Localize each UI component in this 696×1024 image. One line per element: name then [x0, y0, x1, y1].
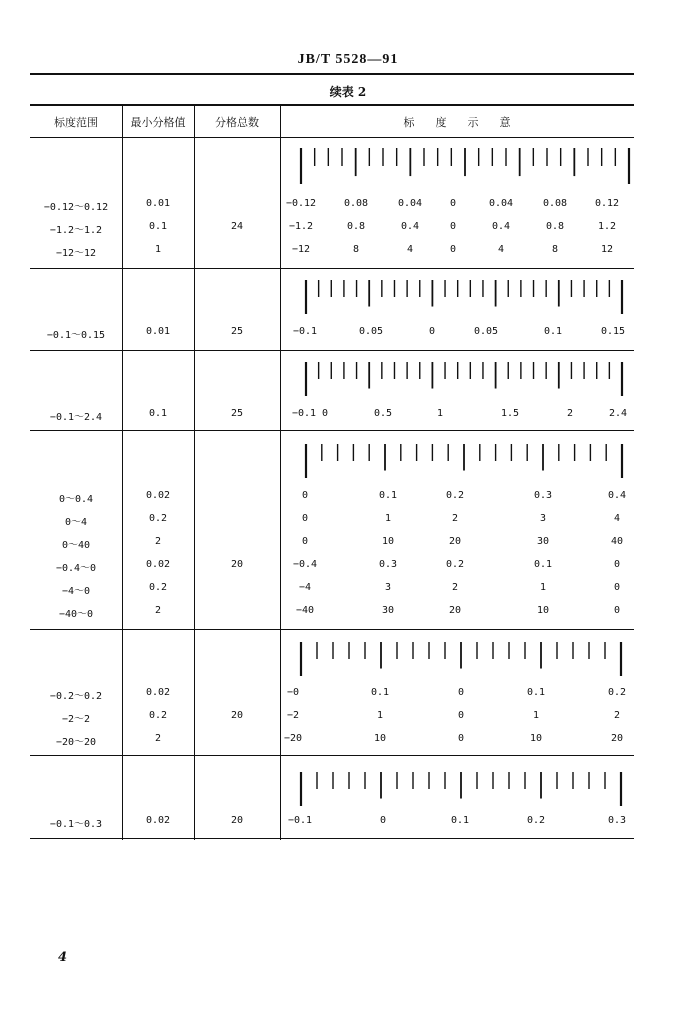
group-rule-4 — [30, 629, 634, 630]
scale-label: 0.3 — [607, 815, 627, 826]
scale-label: 0.04 — [488, 198, 514, 209]
table-bottom-rule — [30, 838, 634, 839]
scale-label: 0 — [449, 244, 457, 255]
column-header-range: 标度范围 — [54, 116, 98, 129]
scale-label: 0 — [301, 490, 309, 501]
scale-label: 0.3 — [378, 559, 398, 570]
col-sep-2 — [194, 104, 195, 840]
scale-label: 2 — [451, 582, 459, 593]
scale-label: 0.1 — [533, 559, 553, 570]
scale-label: 0 — [301, 513, 309, 524]
scale-label: 1.5 — [500, 408, 520, 419]
scale-diagram — [305, 442, 623, 476]
scale-label: 0.2 — [445, 559, 465, 570]
scale-label: 0.5 — [373, 408, 393, 419]
group-rule-2 — [30, 350, 634, 351]
column-header-total-divisions: 分格总数 — [215, 116, 259, 129]
scale-label: 4 — [406, 244, 414, 255]
scale-label: 0 — [301, 536, 309, 547]
scale-label: 0.1 — [526, 687, 546, 698]
scale-label: −12 — [291, 244, 311, 255]
min-division-cell: 0.01 — [145, 326, 171, 337]
column-header-min-division: 最小分格值 — [130, 116, 186, 129]
scale-diagram — [300, 640, 622, 674]
scale-label: −2 — [286, 710, 300, 721]
min-division-cell: 0.02 — [145, 490, 171, 501]
scale-label: 0.1 — [370, 687, 390, 698]
total-divisions-cell: 24 — [230, 221, 244, 232]
scale-label: 2 — [613, 710, 621, 721]
scale-label: −40 — [295, 605, 315, 616]
group-rule-3 — [30, 430, 634, 431]
scale-label: 40 — [610, 536, 624, 547]
scale-label: 0.8 — [346, 221, 366, 232]
scale-label: 0 — [449, 221, 457, 232]
scale-label: 12 — [600, 244, 614, 255]
scale-label: 0.12 — [594, 198, 620, 209]
scale-label: −1.2 — [288, 221, 314, 232]
scale-label: 20 — [610, 733, 624, 744]
min-division-cell: 1 — [154, 244, 162, 255]
scale-label: 10 — [536, 605, 550, 616]
scale-label: 8 — [352, 244, 360, 255]
scale-label: 0.1 — [450, 815, 470, 826]
table-top-rule — [30, 104, 634, 106]
scale-label: 0 — [613, 559, 621, 570]
scale-label: −0.1 — [287, 815, 313, 826]
scale-label: 20 — [448, 536, 462, 547]
range-cell: −0.1～0.3 — [49, 819, 103, 830]
scale-label: 30 — [536, 536, 550, 547]
scale-label: 10 — [529, 733, 543, 744]
page-number: 4 — [58, 950, 68, 965]
min-division-cell: 2 — [154, 536, 162, 547]
min-division-cell: 0.2 — [148, 582, 168, 593]
range-cell: −0.1～2.4 — [49, 412, 103, 423]
range-cell: −4～0 — [61, 586, 91, 597]
scale-label: 0.4 — [400, 221, 420, 232]
scale-diagram — [300, 146, 630, 182]
min-division-cell: 0.02 — [145, 687, 171, 698]
scale-label: 1 — [384, 513, 392, 524]
scale-label: −0.1 0 — [291, 408, 329, 419]
header-rule — [30, 73, 634, 75]
standard-header: JB/T 5528—91 — [297, 52, 399, 67]
range-cell: −2～2 — [61, 714, 91, 725]
range-cell: −0.4～0 — [55, 563, 97, 574]
range-cell: 0～40 — [61, 540, 91, 551]
scale-label: 2 — [451, 513, 459, 524]
scale-label: 1 — [376, 710, 384, 721]
scale-label: 2 — [566, 408, 574, 419]
range-cell: −12～12 — [55, 248, 97, 259]
scale-label: 0.04 — [397, 198, 423, 209]
scale-label: 3 — [539, 513, 547, 524]
min-division-cell: 0.1 — [148, 408, 168, 419]
range-cell: 0～0.4 — [58, 494, 94, 505]
scale-label: 4 — [613, 513, 621, 524]
min-division-cell: 2 — [154, 733, 162, 744]
scale-label: 0.1 — [378, 490, 398, 501]
group-rule-1 — [30, 268, 634, 269]
range-cell: −0.1～0.15 — [46, 330, 106, 341]
scale-label: 8 — [551, 244, 559, 255]
table-caption: 续表 2 — [329, 85, 367, 99]
scale-label: 0.4 — [491, 221, 511, 232]
scale-label: 0 — [428, 326, 436, 337]
scale-label: 0 — [457, 733, 465, 744]
min-division-cell: 0.2 — [148, 710, 168, 721]
scale-label: 1.2 — [597, 221, 617, 232]
scale-label: 10 — [373, 733, 387, 744]
range-cell: −1.2～1.2 — [49, 225, 103, 236]
scale-label: 0 — [457, 687, 465, 698]
total-divisions-cell: 20 — [230, 710, 244, 721]
group-rule-5 — [30, 755, 634, 756]
scale-label: 0.05 — [473, 326, 499, 337]
min-division-cell: 0.02 — [145, 559, 171, 570]
range-cell: −20～20 — [55, 737, 97, 748]
scale-label: 0.2 — [526, 815, 546, 826]
scale-label: 0.3 — [533, 490, 553, 501]
range-cell: −0.12～0.12 — [43, 202, 109, 213]
scale-label: 10 — [381, 536, 395, 547]
scale-label: 1 — [436, 408, 444, 419]
min-division-cell: 0.02 — [145, 815, 171, 826]
scale-diagram — [305, 278, 623, 312]
scale-label: 0 — [457, 710, 465, 721]
scale-label: 0.08 — [343, 198, 369, 209]
total-divisions-cell: 20 — [230, 815, 244, 826]
min-division-cell: 2 — [154, 605, 162, 616]
scale-label: 4 — [497, 244, 505, 255]
min-division-cell: 0.1 — [148, 221, 168, 232]
min-division-cell: 0.2 — [148, 513, 168, 524]
scale-label: 0.05 — [358, 326, 384, 337]
scale-label: 1 — [539, 582, 547, 593]
scale-label: 20 — [448, 605, 462, 616]
total-divisions-cell: 20 — [230, 559, 244, 570]
scale-label: 0.1 — [543, 326, 563, 337]
column-header-scale-diagram: 标 度 示 意 — [403, 116, 511, 129]
min-division-cell: 0.01 — [145, 198, 171, 209]
scale-label: 1 — [532, 710, 540, 721]
scale-label: 0 — [613, 605, 621, 616]
scale-label: −4 — [298, 582, 312, 593]
scale-label: 3 — [384, 582, 392, 593]
scale-diagram — [305, 360, 623, 394]
col-sep-3 — [280, 104, 281, 840]
scale-label: 0 — [449, 198, 457, 209]
total-divisions-cell: 25 — [230, 408, 244, 419]
scale-label: −0.1 — [292, 326, 318, 337]
scale-label: 0.15 — [600, 326, 626, 337]
range-cell: −40～0 — [58, 609, 94, 620]
scale-label: −20 — [283, 733, 303, 744]
scale-label: 2.4 — [608, 408, 628, 419]
scale-diagram — [300, 770, 622, 804]
scale-label: 0.08 — [542, 198, 568, 209]
scale-label: 0.2 — [445, 490, 465, 501]
table-header-rule — [30, 137, 634, 138]
scale-label: −0.12 — [285, 198, 317, 209]
col-sep-1 — [122, 104, 123, 840]
scale-label: 0.2 — [607, 687, 627, 698]
scale-label: 30 — [381, 605, 395, 616]
scale-label: 0.8 — [545, 221, 565, 232]
total-divisions-cell: 25 — [230, 326, 244, 337]
scale-label: 0.4 — [607, 490, 627, 501]
scale-label: −0.4 — [292, 559, 318, 570]
scale-label: −0 — [286, 687, 300, 698]
range-cell: −0.2～0.2 — [49, 691, 103, 702]
scale-label: 0 — [613, 582, 621, 593]
range-cell: 0～4 — [64, 517, 88, 528]
scale-label: 0 — [379, 815, 387, 826]
